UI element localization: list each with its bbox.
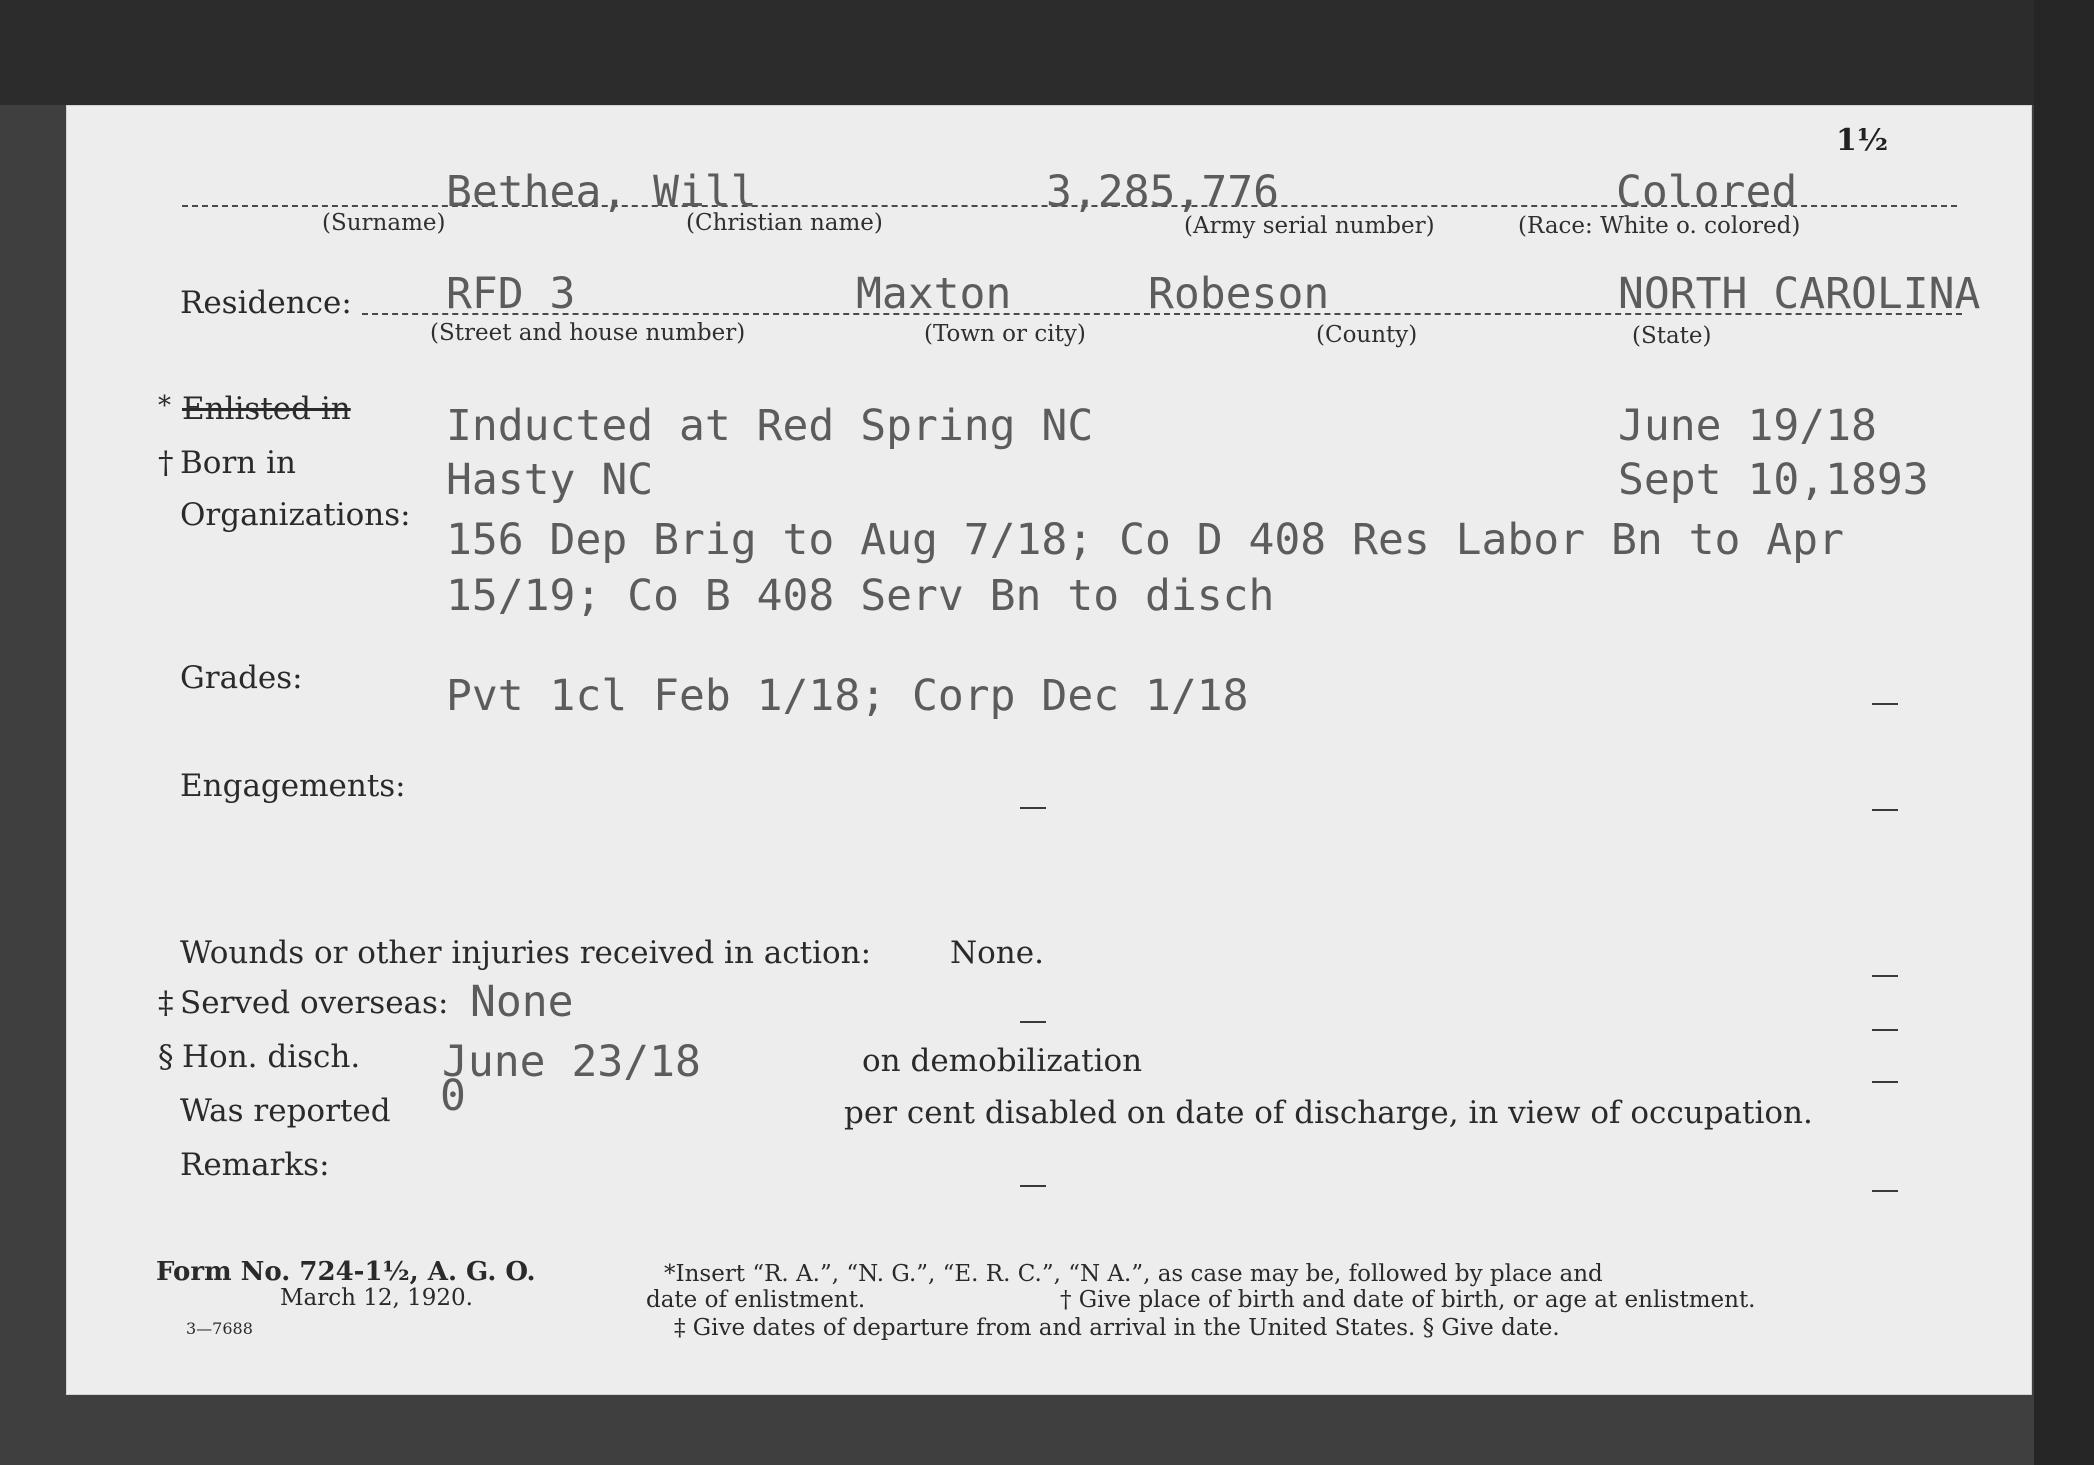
discharge-end-dash [1872,1081,1898,1083]
enlisted-mark: * [158,391,171,421]
christian-name-label: (Christian name) [686,210,883,236]
reported-label: Was reported [180,1093,391,1129]
footnote-overseas: ‡ Give dates of departure from and arrival in the United States. § Give date. [674,1315,1560,1341]
serial-number-label: (Army serial number) [1184,213,1435,239]
engagements-end-dash [1872,809,1898,811]
engagements-mid-dash [1020,807,1046,809]
born-date: Sept 10,1893 [1618,455,1929,505]
organizations-line-1: 156 Dep Brig to Aug 7/18; Co D 408 Res Labor Bn to Apr [446,515,1844,565]
remarks-mid-dash [1020,1185,1046,1187]
scan-background-right [2034,0,2094,1465]
surname-value: Bethea, Will [446,167,757,217]
state-value: NORTH CAROLINA [1618,269,1981,319]
overseas-value: None [470,977,574,1027]
wounds-label: Wounds or other injuries received in action: [180,935,872,971]
remarks-label: Remarks: [180,1147,330,1183]
overseas-mid-dash [1020,1021,1046,1023]
overseas-label: Served overseas: [180,985,449,1021]
enlisted-label: Enlisted in [182,391,351,427]
born-mark: † [158,445,174,481]
organizations-label: Organizations: [180,497,411,533]
born-value: Hasty NC [446,455,654,505]
footnote-insert: *Insert “R. A.”, “N. G.”, “E. R. C.”, “N A.”, as case may be, followed by place and [664,1261,1603,1287]
remarks-end-dash [1872,1190,1898,1192]
service-record-card [66,105,2032,1395]
grades-end-dash [1872,703,1898,705]
state-label: (State) [1632,323,1712,349]
race-label: (Race: White o. colored) [1518,213,1801,239]
form-date: March 12, 1920. [280,1285,473,1311]
race-value: Colored [1616,167,1798,217]
wounds-end-dash [1872,975,1898,977]
print-number: 3—7688 [186,1319,253,1338]
scan-background-top [0,0,2094,105]
footnote-birth: † Give place of birth and date of birth, or age at enlistment. [1060,1287,1756,1313]
wounds-value: None. [950,935,1044,971]
footnote-enlistment: date of enlistment. [646,1287,866,1313]
overseas-mark: ‡ [158,985,174,1021]
form-number: Form No. 724-1½, A. G. O. [156,1257,536,1287]
grades-label: Grades: [180,660,303,696]
surname-label: (Surname) [322,210,446,236]
discharge-mark: § [158,1039,174,1075]
street-value: RFD 3 [446,269,576,319]
discharge-label: Hon. disch. [182,1039,361,1075]
discharge-value: June 23/18 [442,1037,701,1087]
disabled-text: per cent disabled on date of discharge, in view of occupation. [844,1095,1813,1131]
engagements-label: Engagements: [180,768,406,804]
town-value: Maxton [856,269,1012,319]
born-label: Born in [180,445,296,481]
organizations-line-2: 15/19; Co B 408 Serv Bn to disch [446,571,1275,621]
serial-value: 3,285,776 [1046,167,1279,217]
street-label: (Street and house number) [430,320,746,346]
reported-value: 0 [440,1071,466,1121]
county-label: (County) [1316,322,1418,348]
residence-label: Residence: [180,285,352,321]
grades-value: Pvt 1cl Feb 1/18; Corp Dec 1/18 [446,671,1249,721]
enlisted-value: Inducted at Red Spring NC [446,401,1094,451]
county-value: Robeson [1148,269,1330,319]
demobilization-text: on demobilization [862,1043,1143,1079]
overseas-end-dash [1872,1029,1898,1031]
enlisted-date: June 19/18 [1618,401,1877,451]
town-label: (Town or city) [924,321,1086,347]
corner-number: 1½ [1836,123,1889,158]
